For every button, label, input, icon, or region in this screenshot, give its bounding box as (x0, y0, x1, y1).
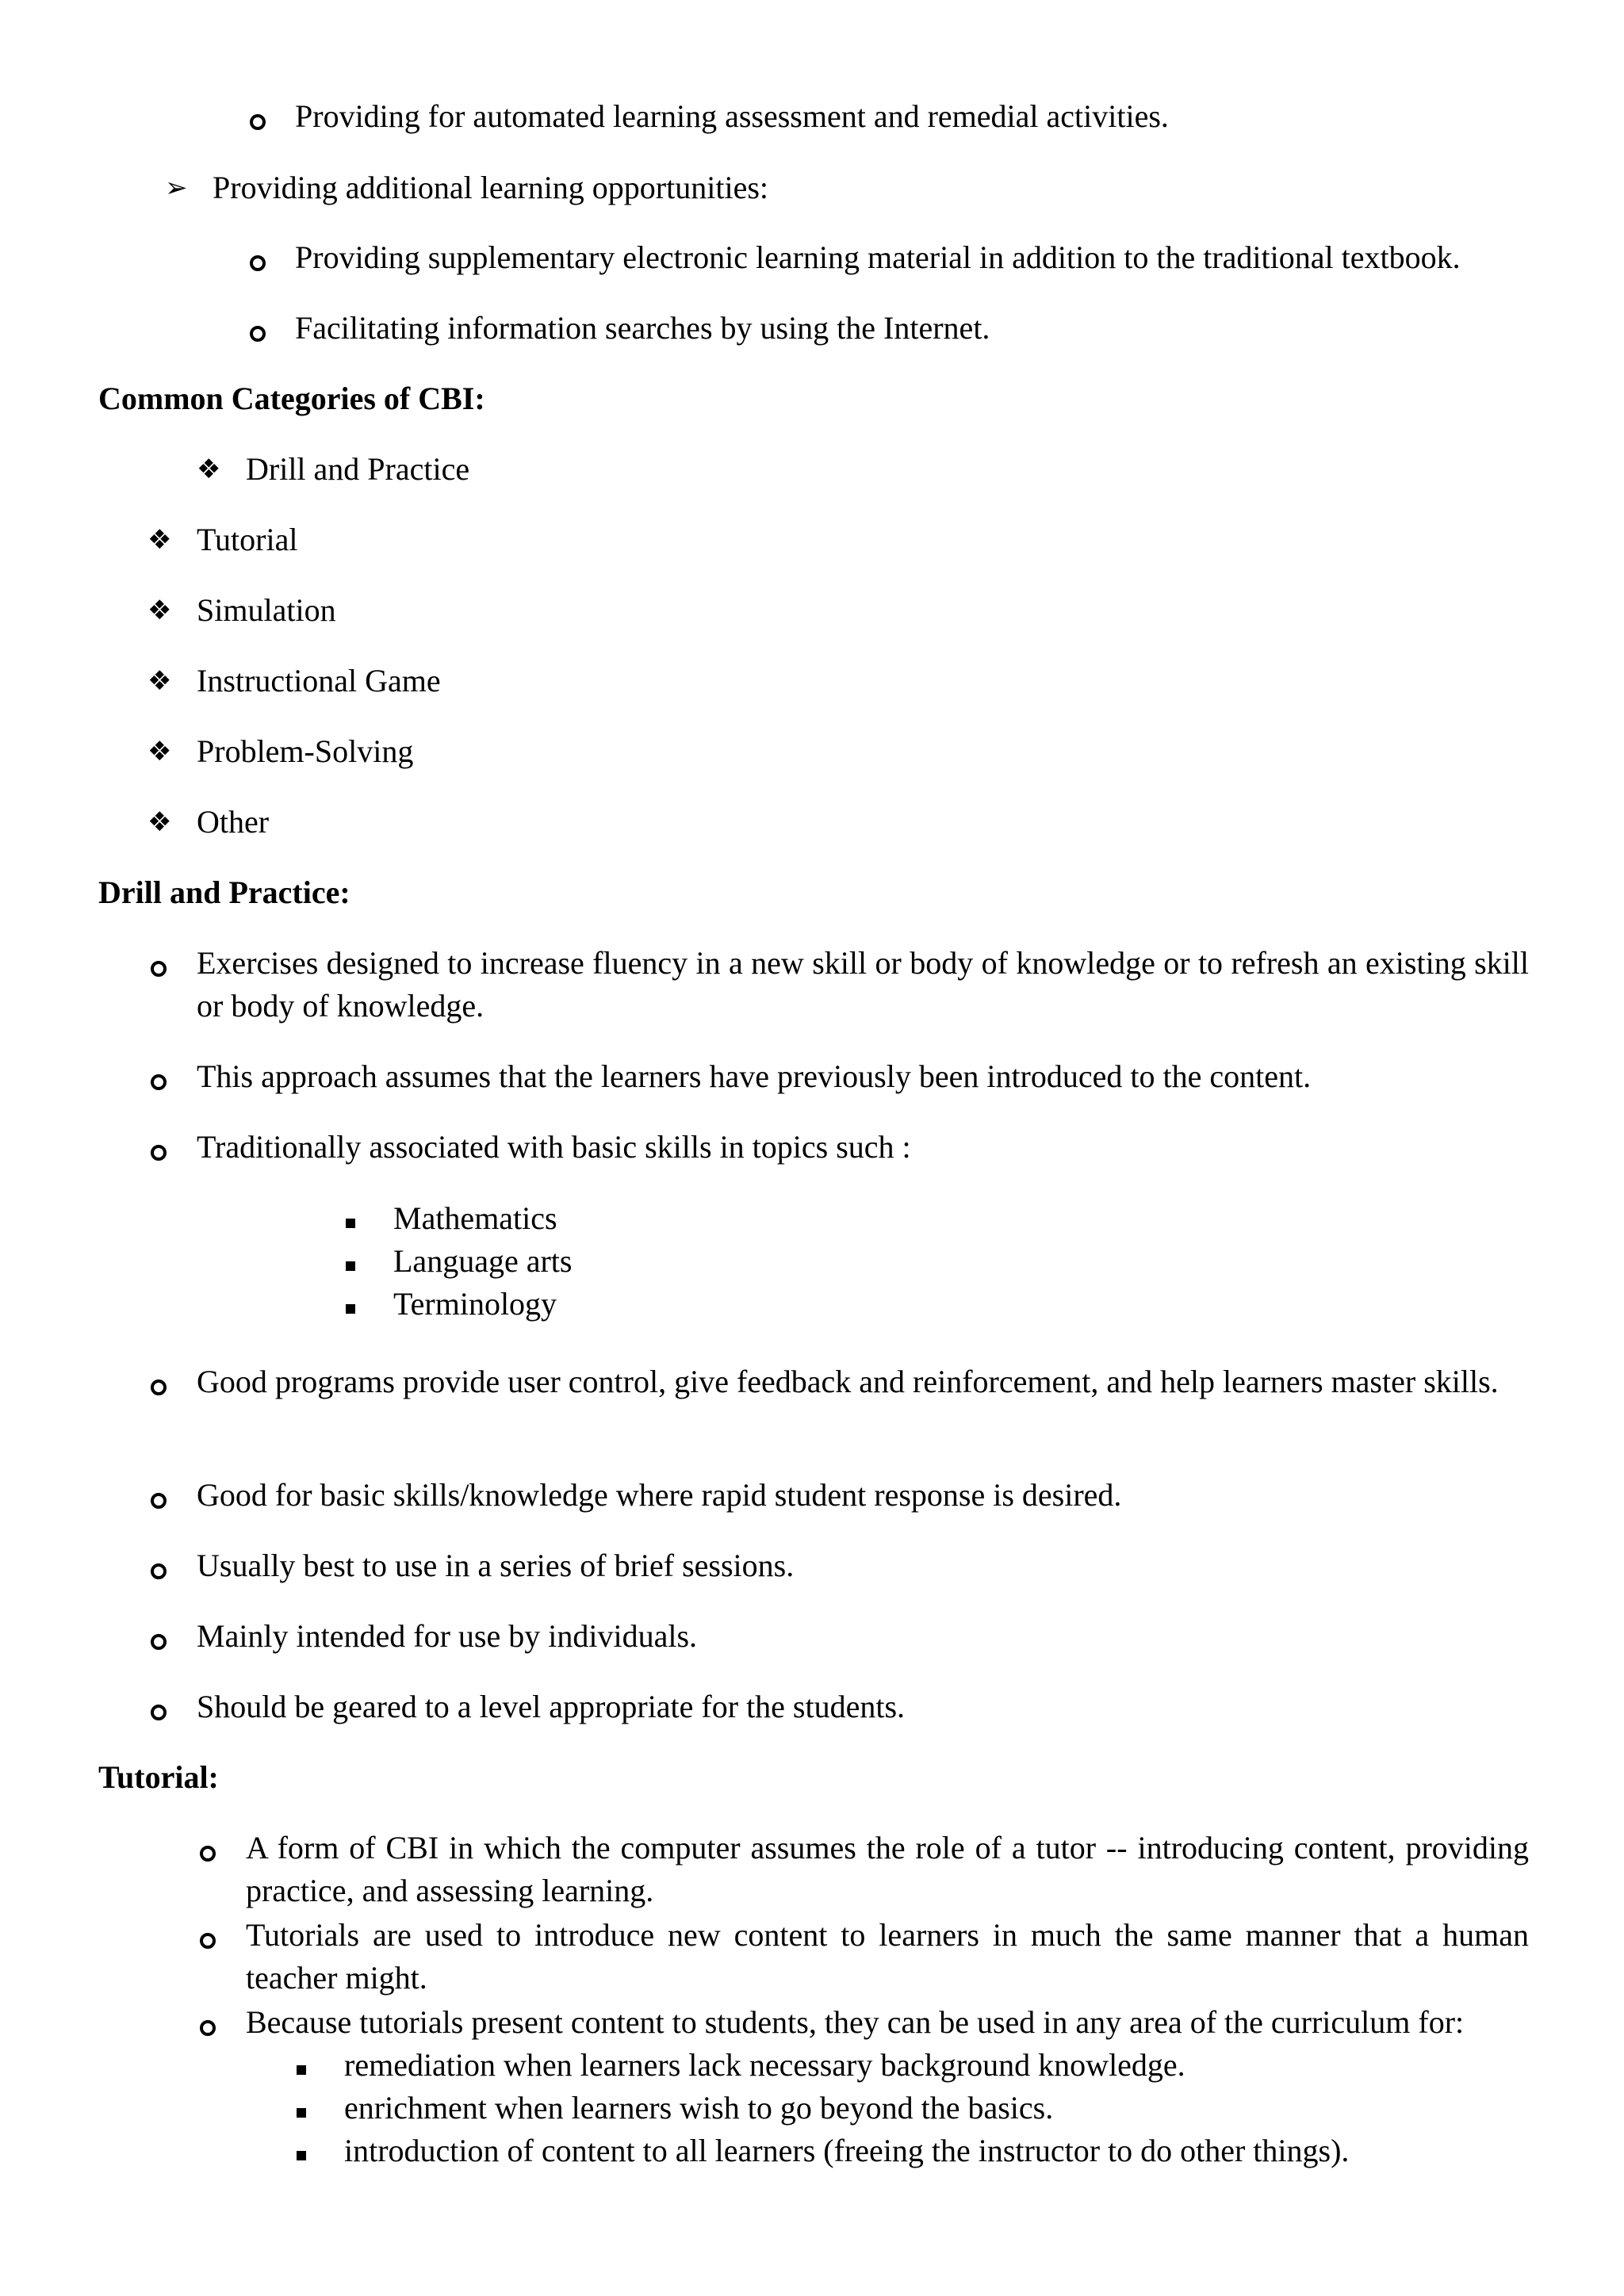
square-bullet-icon (346, 1282, 355, 1325)
drill-paragraph: Usually best to use in a series of brief sessions. (197, 1548, 795, 1583)
circle-bullet-icon (200, 1830, 216, 1873)
circle-bullet-icon (151, 1477, 167, 1520)
circle-bullet-icon (151, 1618, 167, 1661)
categories-heading: Common Categories of CBI: (98, 381, 485, 416)
diamond-bullet-icon: ❖ (147, 806, 172, 838)
intro-sub-item: Providing supplementary electronic learning material in addition to the traditional textbook. (295, 239, 1461, 275)
tutorial-use: enrichment when learners wish to go beyond the basics. (344, 2090, 1054, 2126)
square-bullet-icon (297, 2129, 306, 2172)
drill-paragraph: Good for basic skills/knowledge where rapid student response is desired. (197, 1477, 1122, 1513)
diamond-bullet-icon: ❖ (147, 595, 172, 626)
intro-arrow-item: Providing additional learning opportunities: (213, 170, 769, 205)
tutorial-paragraph: Tutorials are used to introduce new content to learners in much the same manner that a human teacher might. (246, 1917, 1529, 1996)
diamond-bullet-icon: ❖ (197, 453, 221, 485)
circle-bullet-icon (250, 310, 266, 353)
drill-paragraph: This approach assumes that the learners have previously been introduced to the content. (197, 1058, 1312, 1094)
tutorial-paragraph: Because tutorials present content to students, they can be used in any area of the curriculum for: (246, 2004, 1465, 2040)
diamond-bullet-icon: ❖ (147, 665, 172, 697)
drill-paragraph: Should be geared to a level appropriate for the students. (197, 1689, 906, 1724)
tutorial-use: remediation when learners lack necessary background knowledge. (344, 2047, 1185, 2083)
drill-paragraph: Good programs provide user control, give feedback and reinforcement, and help learners master skills. (197, 1364, 1499, 1399)
circle-bullet-icon (200, 1917, 216, 1960)
tutorial-use: introduction of content to all learners (freeing the instructor to do other things). (344, 2133, 1350, 2168)
diamond-bullet-icon: ❖ (147, 736, 172, 767)
category-item: Drill and Practice (246, 451, 470, 487)
square-bullet-icon (297, 2043, 306, 2086)
category-item: Other (197, 804, 270, 840)
circle-bullet-icon (151, 945, 167, 988)
category-item: Simulation (197, 592, 336, 628)
drill-topic: Mathematics (393, 1200, 557, 1236)
diamond-bullet-icon: ❖ (147, 524, 172, 556)
tutorial-paragraph: A form of CBI in which the computer assumes the role of a tutor -- introducing content, providing practice, and assessing learning. (246, 1830, 1529, 1908)
drill-topic: Terminology (393, 1286, 557, 1322)
circle-bullet-icon (200, 2004, 216, 2047)
intro-sub-top: Providing for automated learning assessment and remedial activities. (295, 98, 1169, 134)
intro-sub-item: Facilitating information searches by using the Internet. (295, 310, 990, 346)
circle-bullet-icon (151, 1364, 167, 1406)
square-bullet-icon (346, 1196, 355, 1239)
square-bullet-icon (346, 1239, 355, 1282)
circle-bullet-icon (151, 1129, 167, 1172)
drill-topic: Language arts (393, 1243, 573, 1279)
circle-bullet-icon (250, 239, 266, 282)
drill-paragraph: Traditionally associated with basic skills in topics such : (197, 1129, 911, 1165)
drill-paragraph: Mainly intended for use by individuals. (197, 1618, 698, 1654)
arrow-bullet-icon: ➢ (165, 172, 188, 204)
circle-bullet-icon (151, 1689, 167, 1732)
tutorial-heading: Tutorial: (98, 1759, 219, 1795)
circle-bullet-icon (250, 98, 266, 141)
circle-bullet-icon (151, 1548, 167, 1590)
drill-heading: Drill and Practice: (98, 874, 350, 910)
category-item: Problem-Solving (197, 733, 414, 769)
drill-paragraph: Exercises designed to increase fluency in a new skill or body of knowledge or to refresh an existing skill or body of knowledge. (197, 945, 1529, 1024)
category-item: Instructional Game (197, 663, 441, 698)
square-bullet-icon (297, 2086, 306, 2129)
circle-bullet-icon (151, 1058, 167, 1101)
category-item: Tutorial (197, 522, 298, 557)
